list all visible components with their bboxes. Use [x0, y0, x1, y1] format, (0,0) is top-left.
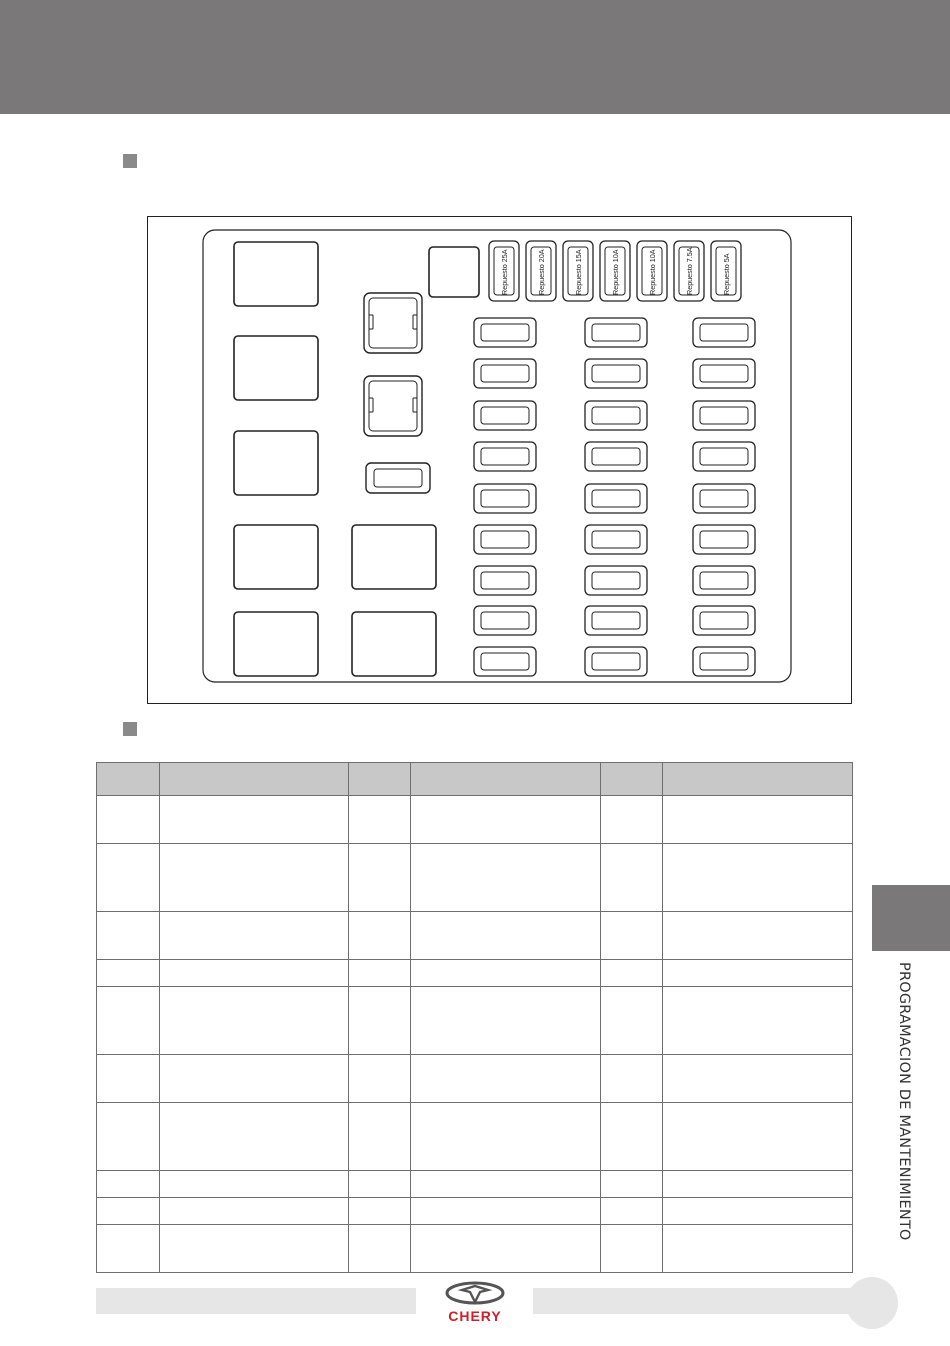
- spare-fuse: [526, 241, 556, 301]
- header-band: [0, 0, 950, 114]
- table-row: [97, 912, 853, 960]
- table-cell: [663, 1103, 853, 1171]
- table-row: [97, 1171, 853, 1198]
- table-cell: [411, 1198, 600, 1225]
- relay-1: [234, 242, 318, 306]
- table-cell: [600, 1171, 663, 1198]
- spare-fuse: [489, 241, 519, 301]
- relay-5: [234, 612, 318, 676]
- table-cell: [411, 912, 600, 960]
- table-cell: [411, 960, 600, 987]
- table-cell: [348, 1225, 411, 1273]
- table-cell: [348, 912, 411, 960]
- fuse-slot: [693, 318, 755, 347]
- table-header-row: [97, 763, 853, 796]
- spare-fuses: [489, 241, 741, 301]
- maxi-fuse-1: [364, 293, 422, 353]
- table-cell: [663, 1198, 853, 1225]
- section-bullet-icon: [123, 722, 137, 736]
- fuse-slot: [474, 606, 536, 635]
- relay-7: [352, 612, 436, 676]
- table-cell: [348, 1171, 411, 1198]
- fuse-table: [96, 762, 853, 1273]
- table-cell: [97, 844, 160, 912]
- table-cell: [159, 796, 348, 844]
- table-cell: [600, 912, 663, 960]
- table-row: [97, 844, 853, 912]
- footer-bar-right: [533, 1288, 863, 1314]
- table-header-cell: [97, 763, 160, 796]
- table-cell: [97, 912, 160, 960]
- table-cell: [97, 987, 160, 1055]
- spare-fuse-label: Repuesto 7.5A: [685, 247, 694, 295]
- table-cell: [159, 1103, 348, 1171]
- fuse-slot: [474, 442, 536, 471]
- table-cell: [663, 1055, 853, 1103]
- fuse-slot: [474, 318, 536, 347]
- table-cell: [411, 844, 600, 912]
- table-cell: [159, 1225, 348, 1273]
- spare-fuse-label: Repuesto 5A: [722, 253, 731, 295]
- fuse-slot: [585, 318, 647, 347]
- mid-fuse: [366, 463, 430, 493]
- table-cell: [97, 1198, 160, 1225]
- fuse-slot: [585, 566, 647, 595]
- fuse-slot: [585, 401, 647, 430]
- table-header-cell: [600, 763, 663, 796]
- fuse-slot: [693, 566, 755, 595]
- chery-logo: [438, 1280, 512, 1326]
- spare-fuse-label: Repuesto 20A: [537, 249, 546, 295]
- spare-fuse-label: Repuesto 15A: [574, 249, 583, 295]
- table-cell: [159, 987, 348, 1055]
- table-row: [97, 1103, 853, 1171]
- table-cell: [348, 1103, 411, 1171]
- table-row: [97, 987, 853, 1055]
- fuse-slot: [585, 484, 647, 513]
- table-header-cell: [411, 763, 600, 796]
- fuse-slot: [693, 525, 755, 554]
- table-header-cell: [159, 763, 348, 796]
- table-cell: [348, 1055, 411, 1103]
- table-cell: [159, 1171, 348, 1198]
- relay-4: [234, 525, 318, 589]
- table-cell: [411, 1055, 600, 1103]
- page-number-badge: [846, 1277, 898, 1329]
- table-row: [97, 960, 853, 987]
- fuse-slot: [693, 442, 755, 471]
- table-cell: [159, 960, 348, 987]
- fuse-slot: [474, 647, 536, 676]
- table-cell: [97, 1055, 160, 1103]
- table-cell: [663, 912, 853, 960]
- relay-6: [352, 525, 436, 589]
- section-bullet-icon: [123, 154, 137, 168]
- maxi-fuse-2: [364, 376, 422, 436]
- fuse-slot: [474, 359, 536, 388]
- section-tab-label: [893, 962, 915, 1274]
- table-cell: [348, 796, 411, 844]
- table-header-cell: [348, 763, 411, 796]
- spare-fuse: [563, 241, 593, 301]
- fuse-slot: [693, 606, 755, 635]
- table-cell: [97, 796, 160, 844]
- table-row: [97, 1225, 853, 1273]
- spare-fuse-label: Repuesto 10A: [648, 249, 657, 295]
- brand-wordmark: CHERY: [448, 1308, 502, 1324]
- table-cell: [97, 960, 160, 987]
- table-row: [97, 1055, 853, 1103]
- fuse-slot: [585, 525, 647, 554]
- table-cell: [159, 844, 348, 912]
- table-cell: [97, 1103, 160, 1171]
- fuse-slot: [693, 647, 755, 676]
- fuse-slot: [585, 359, 647, 388]
- spare-fuse: [600, 241, 630, 301]
- table-body: [97, 796, 853, 1273]
- table-cell: [663, 844, 853, 912]
- table-cell: [600, 1198, 663, 1225]
- table-cell: [348, 987, 411, 1055]
- table-cell: [411, 796, 600, 844]
- table-cell: [348, 1198, 411, 1225]
- relay-3: [234, 431, 318, 495]
- table-header-cell: [663, 763, 853, 796]
- table-cell: [600, 1225, 663, 1273]
- table-cell: [348, 960, 411, 987]
- spare-fuse-label: Repuesto 25A: [500, 249, 509, 295]
- fuse-slot: [693, 401, 755, 430]
- spare-fuse: [711, 241, 741, 301]
- table-cell: [600, 1055, 663, 1103]
- table-cell: [159, 1198, 348, 1225]
- table-cell: [600, 1103, 663, 1171]
- table-row: [97, 796, 853, 844]
- spare-fuse: [637, 241, 667, 301]
- fuse-slot: [474, 525, 536, 554]
- table-cell: [663, 960, 853, 987]
- chery-logo-icon: [438, 1280, 512, 1326]
- fuse-slot: [693, 359, 755, 388]
- table-cell: [411, 1103, 600, 1171]
- table-cell: [411, 1171, 600, 1198]
- table-cell: [600, 796, 663, 844]
- fuse-slot: [585, 442, 647, 471]
- fuse-slot: [585, 647, 647, 676]
- footer-bar-left: [96, 1288, 416, 1314]
- fuse-box-svg: [148, 217, 853, 705]
- table-cell: [97, 1171, 160, 1198]
- fuse-grid: [474, 318, 755, 676]
- table-cell: [600, 987, 663, 1055]
- table-cell: [663, 1225, 853, 1273]
- fuse-slot: [693, 484, 755, 513]
- fuse-slot: [474, 484, 536, 513]
- table-cell: [97, 1225, 160, 1273]
- table-cell: [348, 844, 411, 912]
- section-tab-text: PROGRAMACION DE MANTENIMIENTO: [896, 962, 912, 1241]
- small-relay: [429, 247, 479, 297]
- table-row: [97, 1198, 853, 1225]
- table-cell: [600, 844, 663, 912]
- table-cell: [663, 987, 853, 1055]
- fuse-slot: [474, 401, 536, 430]
- section-tab: [872, 885, 950, 951]
- spare-fuse-label: Repuesto 10A: [611, 249, 620, 295]
- spare-fuse: [674, 241, 704, 301]
- relay-2: [234, 336, 318, 400]
- table-cell: [663, 1171, 853, 1198]
- fuse-box-outline: [203, 230, 791, 682]
- table-cell: [411, 987, 600, 1055]
- table-cell: [159, 912, 348, 960]
- table-cell: [600, 960, 663, 987]
- fuse-slot: [585, 606, 647, 635]
- table-cell: [159, 1055, 348, 1103]
- table-cell: [663, 796, 853, 844]
- fuse-box-diagram: [147, 216, 852, 704]
- table-cell: [411, 1225, 600, 1273]
- fuse-slot: [474, 566, 536, 595]
